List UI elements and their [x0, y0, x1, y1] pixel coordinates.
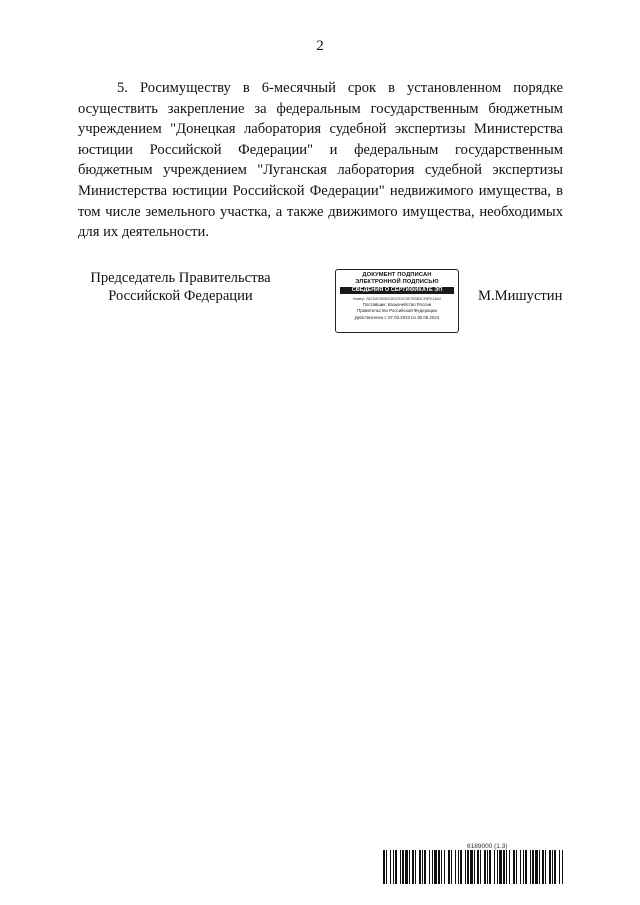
- stamp-line2: ЭЛЕКТРОННОЙ ПОДПИСЬЮ: [355, 279, 439, 285]
- stamp-serial: Номер: 2ACDA76000C5D47E2C9E7E5B4CF8FE16A2: [352, 297, 442, 301]
- signatory-title: [78, 269, 283, 305]
- signatory-title-line2: Российской Федерации: [108, 288, 253, 304]
- electronic-signature-stamp: [335, 269, 459, 333]
- signatory-name: М.Мишустин: [478, 288, 563, 304]
- page-number: 2: [316, 38, 324, 54]
- barcode-icon: [383, 850, 563, 884]
- stamp-banner: СВЕДЕНИЯ О СЕРТИФИКАТЕ ЭП: [340, 287, 454, 294]
- stamp-issuer: Поставщик: Казначейство России: [362, 302, 432, 307]
- document-code: 6189000 (1.3): [467, 843, 508, 850]
- signatory-title-line1: Председатель Правительства: [90, 270, 271, 286]
- stamp-owner: Правительство Российской Федерации: [357, 308, 437, 314]
- stamp-validity: Действителен с 07.03.2023 по 30.05.2024: [354, 314, 440, 320]
- stamp-line1: ДОКУМЕНТ ПОДПИСАН: [362, 272, 432, 278]
- body-paragraph: 5. Росимуществу в 6-месячный срок в установленном порядке осуществить закрепление за федеральным государственным бюджетным учреждением "Донецкая лаборатория судебной экспертизы Министерства юстиции Российской Федерации" и федеральным государственным бюджетным учреждением "Луганская лаборатория судебной экспертизы Министерства юстиции Российской Федерации" недвижимого имущества, в том числе земельного участка, а также движимого имущества, необходимых для их деятельности.: [78, 80, 563, 241]
